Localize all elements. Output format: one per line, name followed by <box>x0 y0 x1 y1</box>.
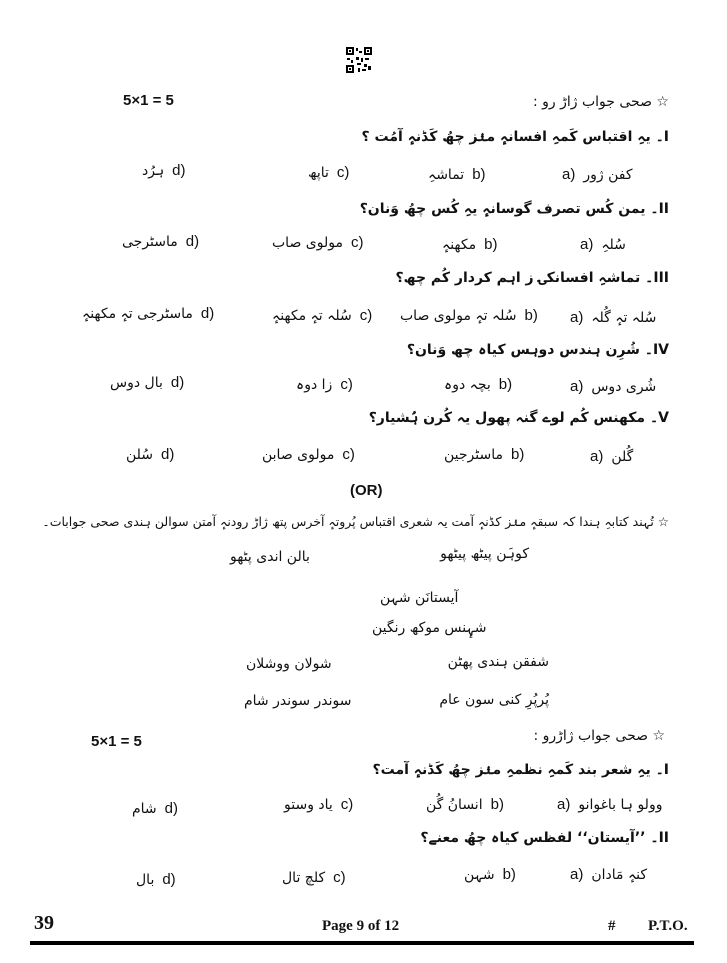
b-q1-option-b: انسانُ گُن b) <box>426 796 504 813</box>
b-q1-option-a: a) وولو ہا باغوانو <box>557 796 663 813</box>
section-b-question-2: II۔ ’’آیستان‘‘ لفظس کیاہ چھُ معنے؟ <box>420 830 669 846</box>
q2-option-b: مکھنہٕ b) <box>442 236 498 253</box>
section-b-instruction: ☆ تُہند کتابہِ ہندا کہ سبقہٕ منٛز کڈنہٕ آمت یہ شعری اقتباس پُروتہٕ آخرس پتھ ژاڑ رودنہٕ آمتن سوالن ہندی صحی جوابات۔ <box>42 514 669 529</box>
poem-line-4-left: شولان ووشلان <box>246 656 332 672</box>
section-b-marks: 5×1 = 5 <box>91 733 142 750</box>
q2-option-d: ماسٹرجی d) <box>122 233 200 250</box>
qr-code <box>345 46 373 74</box>
question-1: I۔ یہِ اقتباس کَمہِ افسانہٕ منٛز چھُ کَڈنہٕ آمُت ؟ <box>361 129 669 145</box>
poem-line-4-right: شفقن ہندی پھٹن <box>447 654 549 670</box>
poem-line-1-right: کوہَن پیٹھ پیٹھو <box>440 546 529 562</box>
question-2: II۔ یمن کُس تصرف گوسانہٕ یہِ کُس چھُ وَنان؟ <box>359 201 669 217</box>
q5-option-a: a) گُلن <box>590 448 634 465</box>
hash-mark: # <box>608 918 616 934</box>
b-q1-option-c: یاد وستو c) <box>284 796 354 813</box>
question-4: IV۔ شُرِن ہندس دوہس کیاہ چھ وَنان؟ <box>406 342 669 358</box>
paper-code: 39 <box>34 912 54 934</box>
page-number: Page 9 of 12 <box>322 918 400 934</box>
poem-line-2: آیستانَن شہن <box>380 590 459 606</box>
q3-option-a: a) سُلہ تہٕ گُلہ <box>570 309 657 326</box>
question-3: III۔ تماشہِ افسانکۍ ز اہم کردار کُم چھ؟ <box>395 270 669 286</box>
b-q2-option-a: a) کنہٕ مَادان <box>570 866 648 883</box>
q1-option-d: ہرُد d) <box>142 162 186 179</box>
q4-option-b: بچہ دوہ b) <box>444 376 513 393</box>
q2-option-c: مولوی صاب c) <box>272 234 364 251</box>
q3-option-d: ماسٹرجی تہٕ مکھنہٕ d) <box>82 305 215 322</box>
q1-option-c: تاپھ c) <box>308 164 350 181</box>
q3-option-b: سُلہ تہٕ مولوی صاب b) <box>400 307 538 324</box>
q3-option-c: سُلہ تہٕ مکھنہٕ c) <box>272 307 373 324</box>
poem-line-3: شہٕنس موکھ رنگین <box>372 620 487 636</box>
q1-option-a: a) کفن ژور <box>562 166 633 183</box>
poem-line-5-right: پُرپُرِ کنی سون عام <box>439 692 549 708</box>
footer-rule <box>30 941 694 945</box>
section-a-heading: ☆ صحی جواب ژاڑ رو : <box>532 94 669 110</box>
section-b-heading: ☆ صحی جواب ژاڑرو : <box>533 728 665 744</box>
b-q1-option-d: شام d) <box>132 800 179 817</box>
q5-option-d: سُلن d) <box>126 446 175 463</box>
b-q2-option-d: بال d) <box>136 871 176 888</box>
poem-line-1-left: بالن اندی پٹھو <box>230 549 310 565</box>
q4-option-a: a) شُری دوس <box>570 378 657 395</box>
q5-option-b: ماسٹرجین b) <box>444 446 525 463</box>
pto-label: P.T.O. <box>648 918 688 934</box>
b-q2-option-b: شہن b) <box>464 866 516 883</box>
question-5: V۔ مکھنس کُم لوے گنہ پھول یہ کُرن ہُشیار؟ <box>368 410 669 426</box>
q2-option-a: a) سُلہِ <box>580 236 626 253</box>
b-q2-option-c: کلچ تال c) <box>282 869 346 886</box>
q5-option-c: مولوی صابن c) <box>262 446 355 463</box>
q1-option-b: تماشہِ b) <box>428 166 486 183</box>
section-b-question-1: I۔ یہِ شعر بند کَمہِ نظمہِ منٛز چھُ کَڈنہٕ آمت؟ <box>372 762 669 778</box>
section-a-marks: 5×1 = 5 <box>123 92 174 109</box>
q4-option-c: زا دوہ c) <box>296 376 353 393</box>
poem-line-5-left: سوندر سوندر شام <box>244 693 352 709</box>
or-label: (OR) <box>350 482 383 499</box>
q4-option-d: بال دوس d) <box>110 374 185 391</box>
